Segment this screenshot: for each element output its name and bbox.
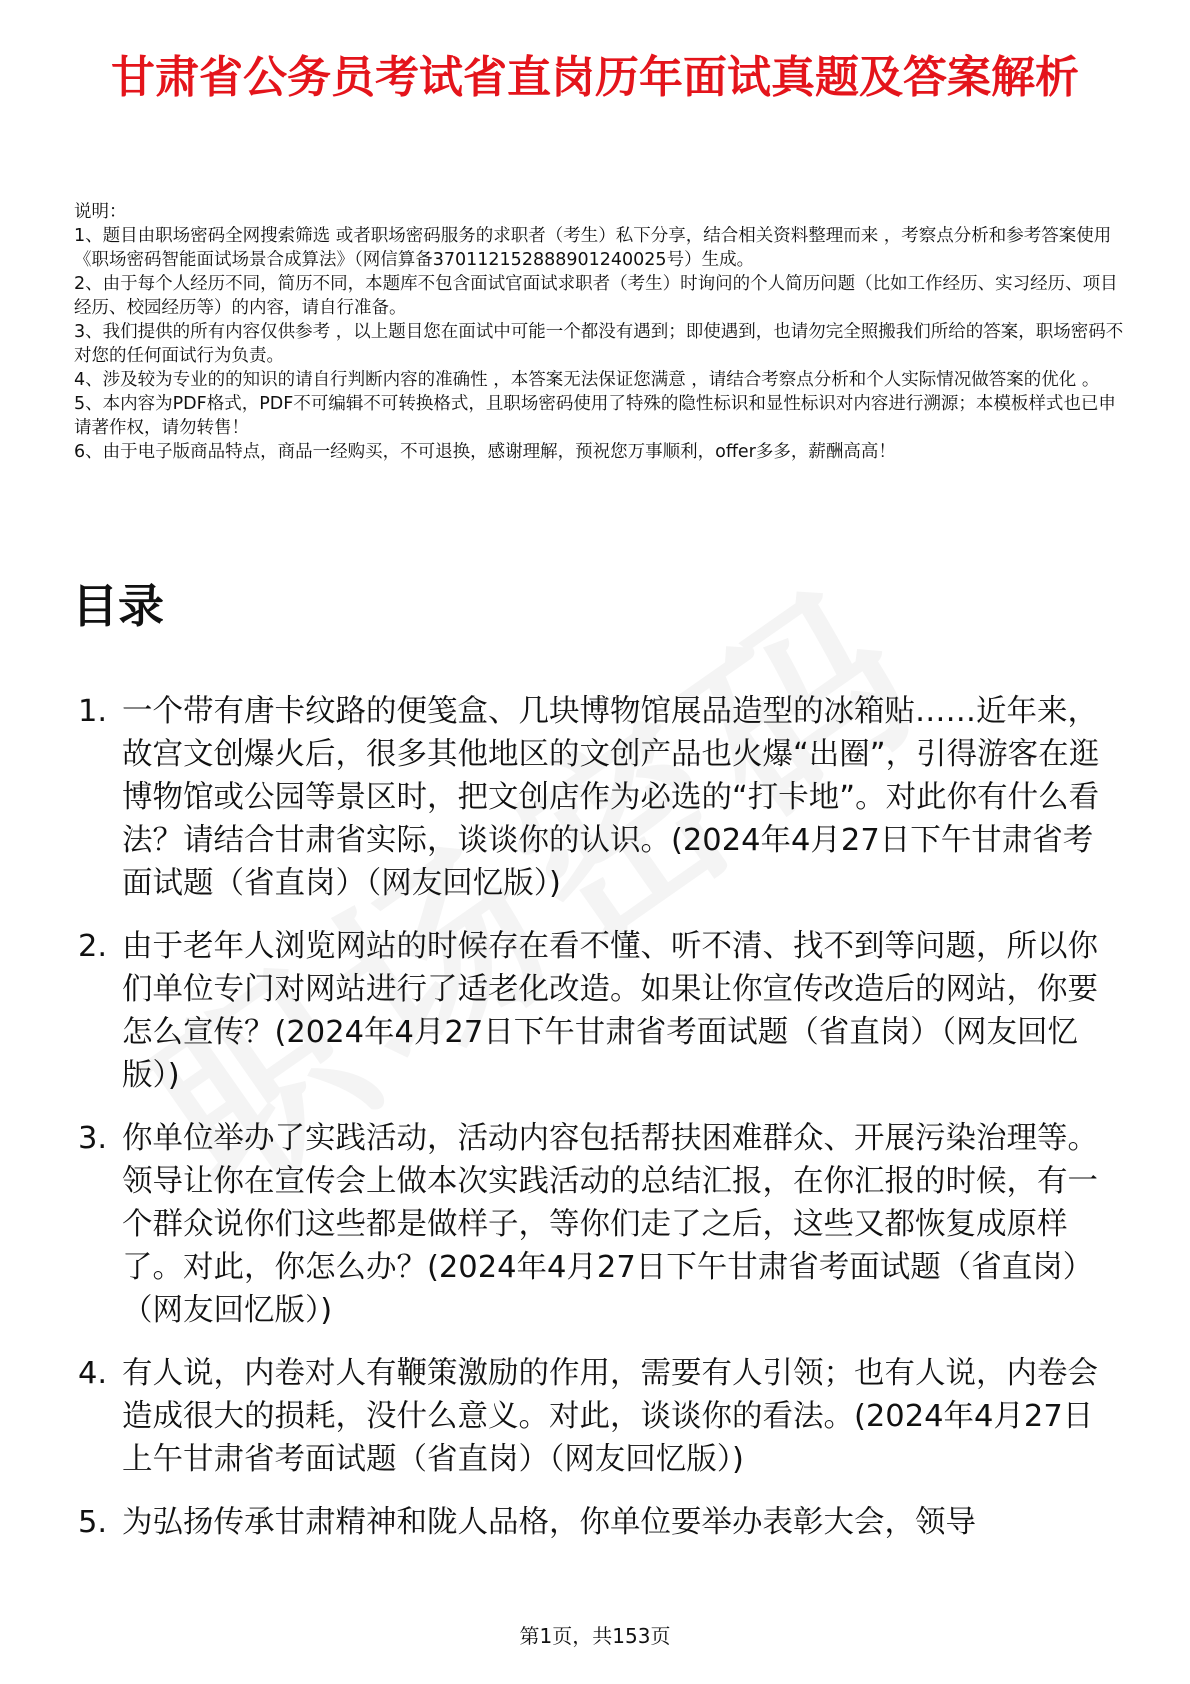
notes-item: 4、涉及较为专业的的知识的请自行判断内容的准确性 ，本答案无法保证您满意 ，请结合考察点分析和个人实际情况做答案的优化 。 xyxy=(74,370,1100,390)
toc-item-text: 有人说，内卷对人有鞭策激励的作用，需要有人引领；也有人说，内卷会造成很大的损耗，没什么意义。对此，谈谈你的看法。(2024年4月27日上午甘肃省考面试题（省直岗）（网友回忆版）) xyxy=(122,1356,1098,1477)
toc-item-text: 你单位举办了实践活动，活动内容包括帮扶困难群众、开展污染治理等。领导让你在宣传会上做本次实践活动的总结汇报，在你汇报的时候，有一个群众说你们这些都是做样子，等你们走了之后，这些又都恢复成原样了。对此，你怎么办？(2024年4月27日下午甘肃省考面试题（省直岗）（网友回忆版）) xyxy=(122,1121,1098,1328)
toc-item[interactable] xyxy=(78,1501,1118,1544)
toc-item-number: 3. xyxy=(78,1121,108,1156)
page-footer: 第1页，共153页 xyxy=(519,1624,671,1648)
document-title: 甘肃省公务员考试省直岗历年面试真题及答案解析 xyxy=(111,52,1079,103)
notes-item: 3、我们提供的所有内容仅供参考 ，以上题目您在面试中可能一个都没有遇到；即使遇到，也请勿完全照搬我们所给的答案，职场密码不对您的任何面试行为负责。 xyxy=(74,322,1124,366)
toc-item-text: 一个带有唐卡纹路的便笺盒、几块博物馆展品造型的冰箱贴……近年来，故宫文创爆火后，很多其他地区的文创产品也火爆“出圈”，引得游客在逛博物馆或公园等景区时，把文创店作为必选的“打卡地”。对此你有什么看法？请结合甘肃省实际，谈谈你的认识。(2024年4月27日下午甘肃省考面试题（省直岗）（网友回忆版）) xyxy=(122,694,1100,901)
notes-section xyxy=(74,200,1124,464)
toc-item-number: 4. xyxy=(78,1356,108,1391)
toc-item-number: 5. xyxy=(78,1505,108,1540)
notes-heading: 说明： xyxy=(74,202,127,222)
toc-item-text: 为弘扬传承甘肃精神和陇人品格，你单位要举办表彰大会，领导 xyxy=(122,1505,976,1540)
toc-item[interactable] xyxy=(78,1352,1118,1481)
toc-heading: 目录 xyxy=(72,579,164,633)
notes-item: 1、题目由职场密码全网搜索筛选 或者职场密码服务的求职者（考生）私下分享，结合相关资料整理而来 ，考察点分析和参考答案使用《职场密码智能面试场景合成算法》（网信算备370112152888901240025号）生成。 xyxy=(74,226,1112,270)
toc-item[interactable] xyxy=(78,690,1118,905)
toc-item[interactable] xyxy=(78,1117,1118,1332)
toc-item-text: 由于老年人浏览网站的时候存在看不懂、听不清、找不到等问题，所以你们单位专门对网站进行了适老化改造。如果让你宣传改造后的网站，你要怎么宣传？(2024年4月27日下午甘肃省考面试题（省直岗）（网友回忆版）) xyxy=(122,929,1098,1093)
toc-list xyxy=(78,690,1118,1564)
notes-item: 6、由于电子版商品特点，商品一经购买，不可退换，感谢理解，预祝您万事顺利，offer多多，薪酬高高！ xyxy=(74,442,896,462)
notes-item: 2、由于每个人经历不同，简历不同，本题库不包含面试官面试求职者（考生）时询问的个人简历问题（比如工作经历、实习经历、项目经历、校园经历等）的内容，请自行准备。 xyxy=(74,274,1118,318)
notes-item: 5、本内容为PDF格式，PDF不可编辑不可转换格式，且职场密码使用了特殊的隐性标识和显性标识对内容进行溯源；本模板样式也已申请著作权，请勿转售！ xyxy=(74,394,1116,438)
toc-item-number: 2. xyxy=(78,929,108,964)
toc-item[interactable] xyxy=(78,925,1118,1097)
toc-item-number: 1. xyxy=(78,694,108,729)
